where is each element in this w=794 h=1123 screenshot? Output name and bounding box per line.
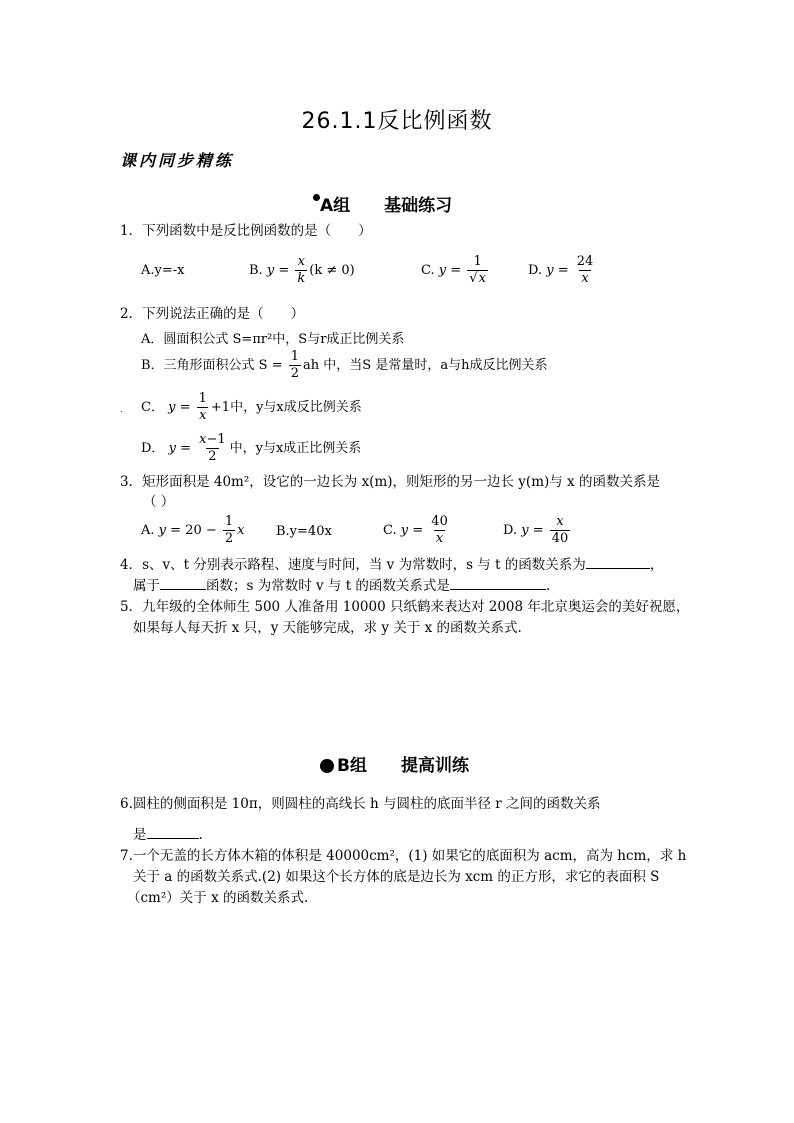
q2-option-b-suffix: ah 中，当S 是常量时，a与h成反比例关系 <box>303 358 548 373</box>
answer-blank[interactable] <box>586 556 650 569</box>
answer-blank[interactable] <box>160 577 206 590</box>
question-7-line-1: 7.一个无盖的长方体木箱的体积是 40000cm²，(1) 如果它的底面积为 acm，高为 hcm，求 h <box>120 848 687 864</box>
fraction-x-minus-1-over-2: $\frac{x-1}{2}$ <box>199 432 226 464</box>
question-5-line-1: 5．九年级的全体师生 500 人准备用 10000 只纸鹤来表达对 2008 年北京奥运会的美好祝愿， <box>120 599 690 615</box>
q3-option-c-prefix: C. <box>383 523 397 538</box>
group-b-subtitle: 提高训练 <box>400 756 469 776</box>
group-b-heading <box>320 751 469 776</box>
q4-line2-mid: 函数；s 为常数时 v 与 t 的函数关系式是 <box>206 578 450 594</box>
fraction-1-over-2: $\frac{1}{2}$ <box>290 349 300 381</box>
margin-dot: . <box>120 405 123 414</box>
bullet-icon <box>313 194 320 201</box>
question-2-stem: 2．下列说法正确的是（ ） <box>120 306 305 322</box>
group-a-subtitle: 基础练习 <box>384 196 453 216</box>
q6-line2-start: 是 <box>133 827 147 843</box>
q1-option-a: A.y=-x <box>141 263 185 278</box>
question-5-line-2: 如果每人每天折 x 只，y 天能够完成，求 y 关于 x 的函数关系式. <box>133 620 522 636</box>
q4-line2-end: . <box>545 578 551 594</box>
answer-blank[interactable] <box>450 577 546 590</box>
q2-option-d-prefix: D． <box>141 441 165 456</box>
question-6-line-2 <box>133 826 203 844</box>
fraction-1-over-x: $\frac{1}{x}$ <box>198 391 207 423</box>
q1-option-c-prefix: C. <box>421 263 435 278</box>
q1-option-b-condition: (k ≠ 0) <box>309 263 355 278</box>
q6-line2-end: . <box>198 827 203 843</box>
question-3-paren: （ ） <box>143 494 175 510</box>
bullet-icon <box>320 759 334 773</box>
q4-line1-end: ， <box>649 557 664 573</box>
q2-option-a: A．圆面积公式 S=πr²中，S与r成正比例关系 <box>141 332 405 347</box>
q3-option-c: C. y = $\frac{40}{x}$ <box>383 514 448 546</box>
q2-option-c-suffix: +1中，y与x成反比例关系 <box>210 400 362 415</box>
fraction-1-over-2: $\frac{1}{2}$ <box>224 514 234 546</box>
q3-option-d-prefix: D. <box>503 523 518 538</box>
fraction-x-over-k: $\frac{x}{k}$ <box>297 254 306 286</box>
fraction-x-over-40: $\frac{x}{40}$ <box>551 514 569 546</box>
q1-option-d-prefix: D. <box>528 263 543 278</box>
fraction-24-over-x: $\frac{24}{x}$ <box>576 254 594 286</box>
q2-option-b-prefix: B．三角形面积公式 S = <box>141 358 283 373</box>
group-b-name: B组 <box>337 756 367 776</box>
q3-option-d: D. y = $\frac{x}{40}$ <box>503 514 569 546</box>
question-4-line-2 <box>133 577 550 595</box>
q1-option-b: B. y = $\frac{x}{k}$ (k ≠ 0) <box>249 254 355 286</box>
question-7-line-2: 关于 a 的函数关系式.(2) 如果这个长方体的底是边长为 xcm 的正方形，求它的表面积 S <box>133 869 660 885</box>
page-title: 26.1.1反比例函数 <box>301 109 493 134</box>
q3-option-a: A. y = 20 − $\frac{1}{2}$ x <box>141 514 245 546</box>
q1-option-c: C. y = $\frac{1}{√x}$ <box>421 254 486 286</box>
fraction-1-over-sqrt-x: $\frac{1}{√x}$ <box>469 254 486 286</box>
q2-option-b <box>141 349 547 382</box>
question-6-line-1: 6.圆柱的侧面积是 10π，则圆柱的高线长 h 与圆柱的底面半径 r 之间的函数关系 <box>120 796 601 812</box>
question-7-line-3: （cm²）关于 x 的函数关系式. <box>127 890 309 906</box>
q4-line2-start: 属于 <box>133 578 160 594</box>
section-heading: 课内同步精练 <box>120 151 235 170</box>
question-4-line-1 <box>120 556 663 574</box>
question-1-stem: 1．下列函数中是反比例函数的是（ ） <box>120 223 372 239</box>
question-3-stem: 3．矩形面积是 40m²，设它的一边长为 x(m)，则矩形的另一边长 y(m)与 x 的函数关系是 <box>120 474 660 490</box>
answer-blank[interactable] <box>147 826 199 839</box>
q1-option-d: D. y = $\frac{24}{x}$ <box>528 254 594 286</box>
q1-option-b-prefix: B. <box>249 263 263 278</box>
q2-option-c-prefix: C． <box>141 400 164 415</box>
q3-option-a-prefix: A. <box>141 523 155 538</box>
q4-line1-text: 4．s、v、t 分别表示路程、速度与时间，当 v 为常数时，s 与 t 的函数关系为 <box>120 557 586 573</box>
q2-option-d-suffix: 中，y与x成正比例关系 <box>229 441 362 456</box>
fraction-40-over-x: $\frac{40}{x}$ <box>431 514 448 546</box>
q2-option-c: C． y = $\frac{1}{x}$ +1中，y与x成反比例关系 <box>141 391 362 423</box>
group-a-name: A组 <box>320 196 351 216</box>
q2-option-d: D． y = $\frac{x-1}{2}$ 中，y与x成正比例关系 <box>141 432 362 464</box>
group-a-heading <box>313 191 452 216</box>
q3-option-b: B.y=40x <box>276 524 332 539</box>
